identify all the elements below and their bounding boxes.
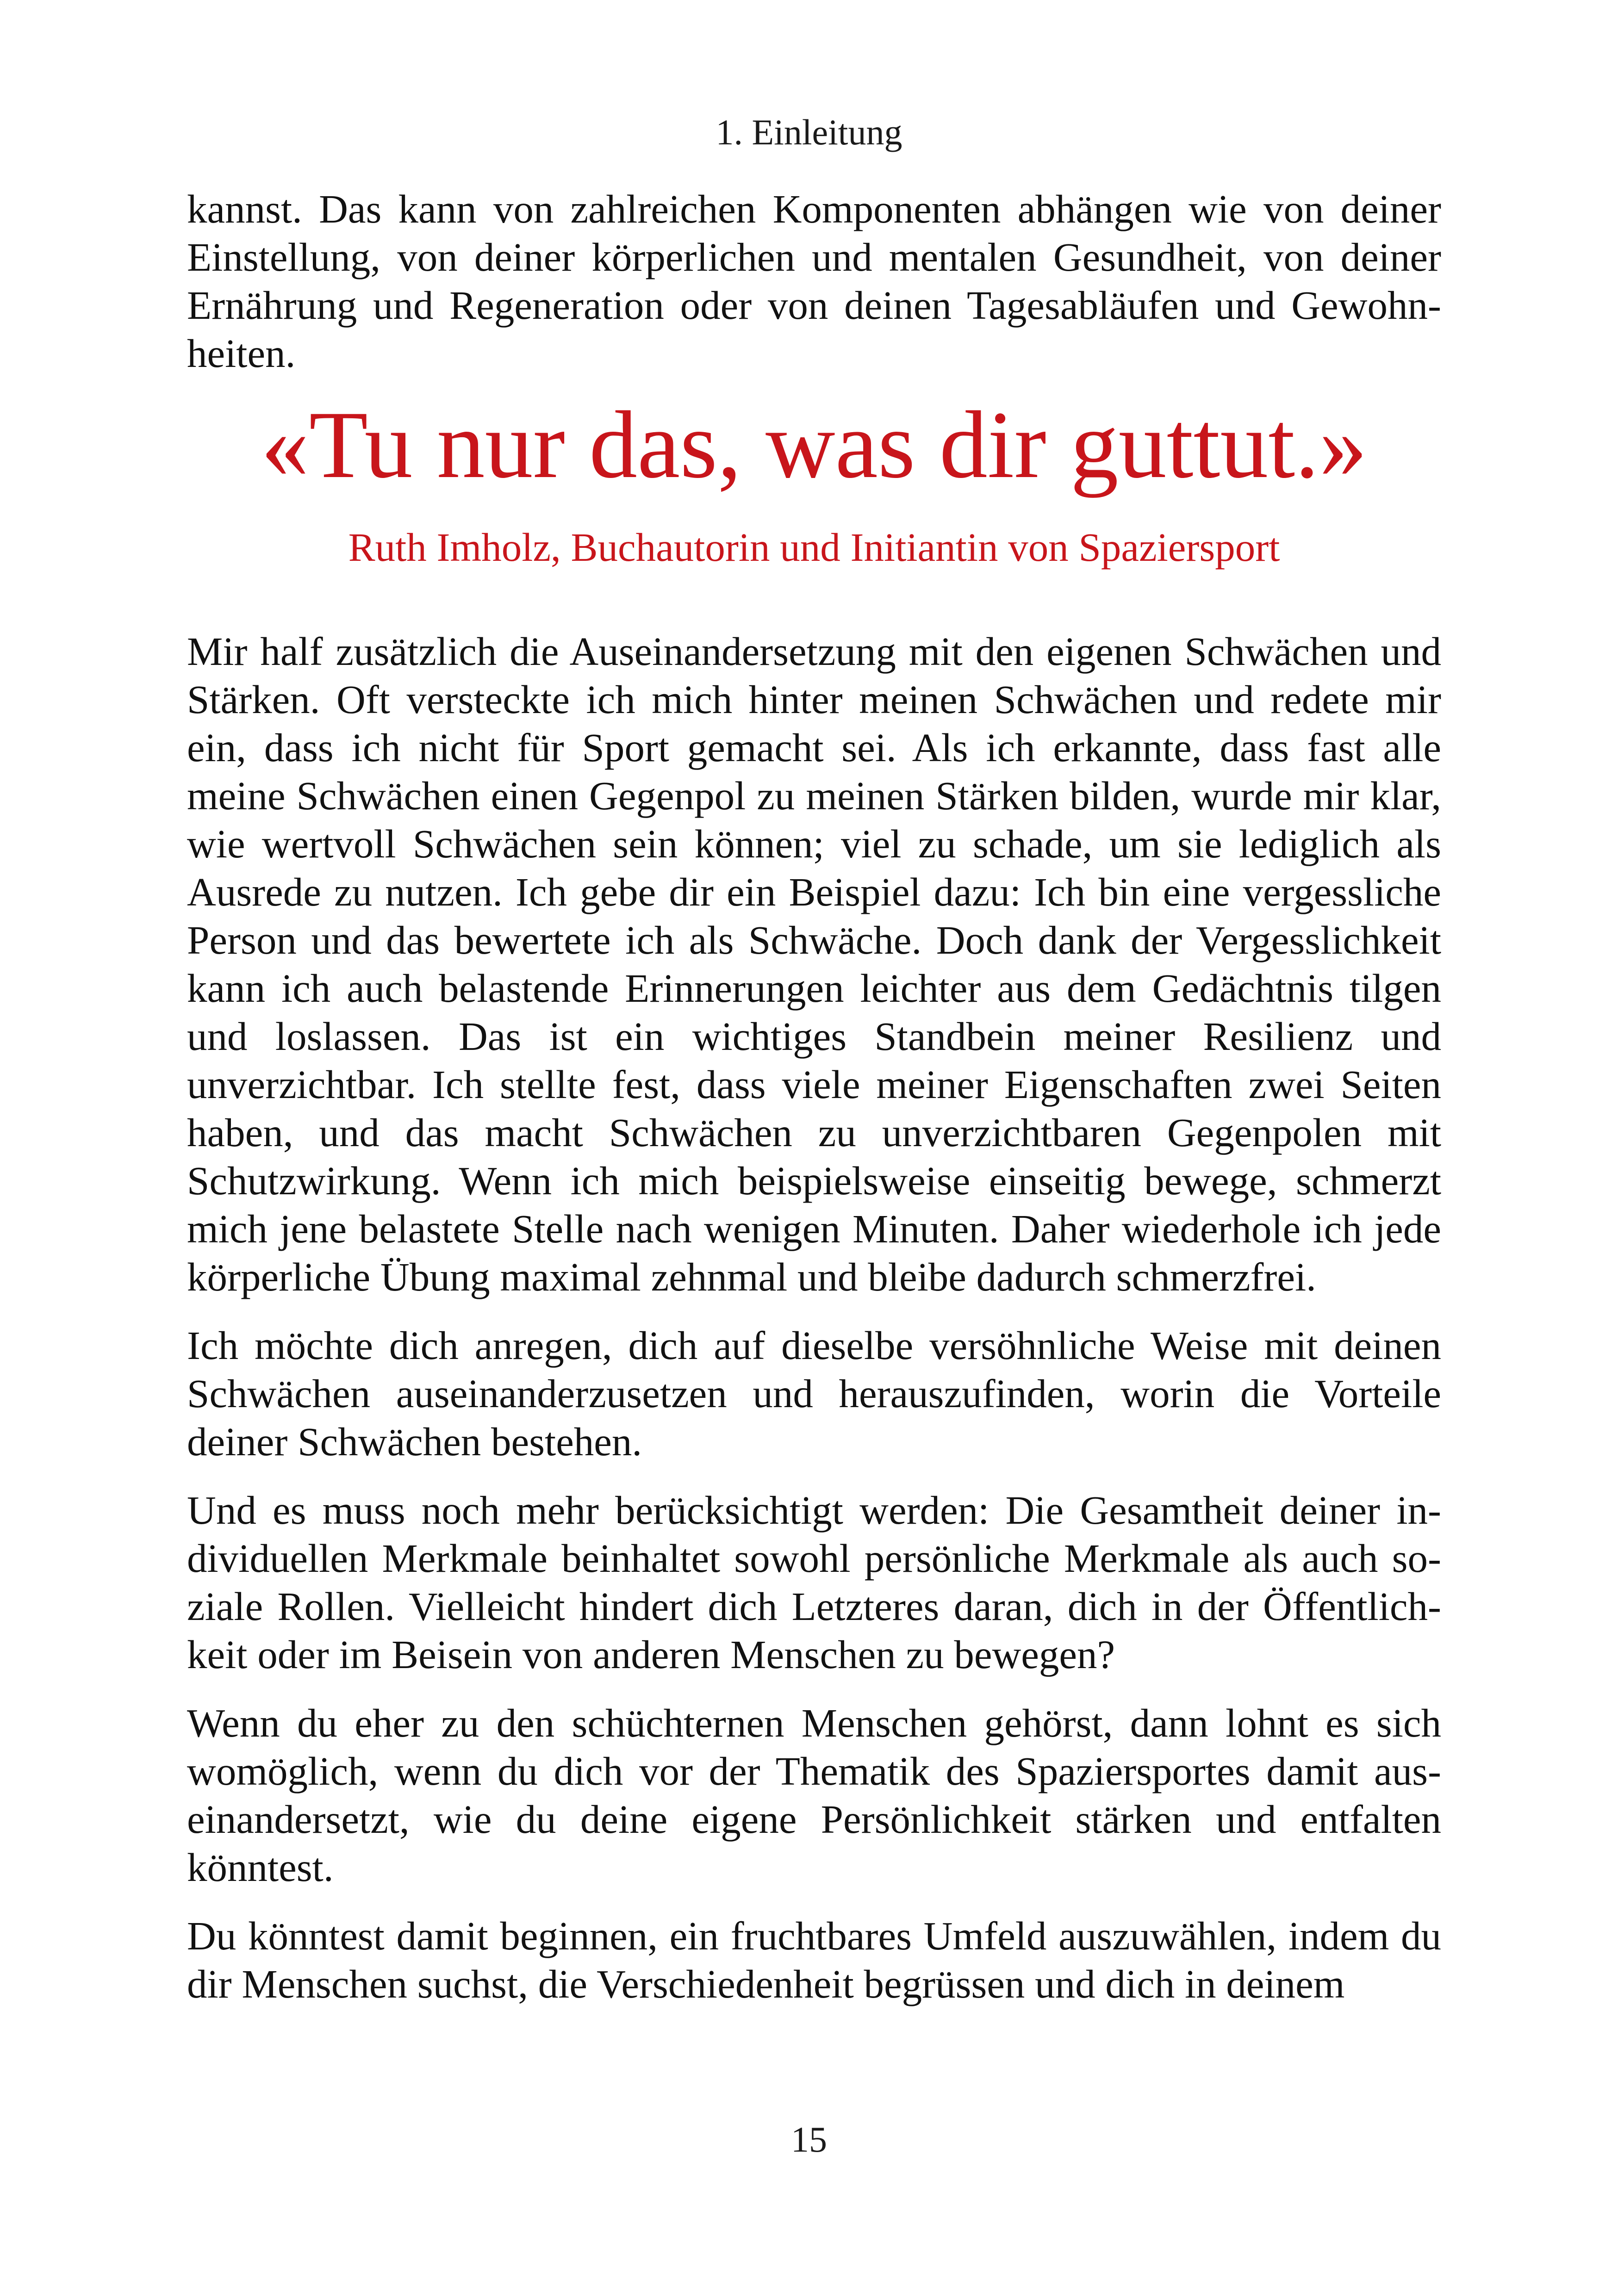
body-paragraph: Und es muss noch mehr berücksichtigt werden: Die Gesamtheit deiner individuellen Merkmale beinhaltet sowohl persönliche Merkmale als auch soziale Rollen. Vielleicht hindert dich Letzteres daran, dich in der Öffentlichkeit oder im Beisein von anderen Menschen zu bewegen? bbox=[187, 1488, 1441, 1677]
body-paragraph: Wenn du eher zu den schüchternen Menschen gehörst, dann lohnt es sich womöglich, wenn du dich vor der Thematik des Spaziersportes damit auseinandersetzt, wie du deine eigene Persönlichkeit stärken und entfalten könntest. bbox=[187, 1700, 1441, 1890]
running-header: 1. Einleitung bbox=[716, 112, 902, 152]
intro-paragraph: kannst. Das kann von zahlreichen Komponenten abhängen wie von deiner Einstellung, von deiner körperlichen und mentalen Gesundheit, von deiner Ernährung und Regeneration oder von deinen Tagesabläufen und Gewohnheiten. bbox=[187, 186, 1441, 376]
quote-attribution: Ruth Imholz, Buchautorin und Initiantin von Spaziersport bbox=[348, 525, 1280, 570]
body-paragraph: Mir half zusätzlich die Auseinandersetzung mit den eigenen Schwächen und Stärken. Oft versteckte ich mich hinter meinen Schwächen und redete mir ein, dass ich nicht für Sport gemacht sei. Als ich erkannte, dass fast alle meine Schwächen einen Gegenpol zu meinen Stärken bilden, wurde mir klar, wie wertvoll Schwächen sein können; viel zu schade, um sie lediglich als Ausrede zu nutzen. Ich gebe dir ein Beispiel dazu: Ich bin eine vergessliche Person und das bewertete ich als Schwäche. Doch dank der Vergesslichkeit kann ich auch belastende Erinnerungen leichter aus dem Gedächtnis tilgen und loslassen. Das ist ein wichtiges Standbein meiner Resilienz und unverzichtbar. Ich stellte fest, dass viele meiner Eigenschaften zwei Seiten haben, und das macht Schwächen zu unverzichtbaren Gegenpolen mit Schutzwirkung. Wenn ich mich beispielsweise einseitig bewege, schmerzt mich jene belastete Stelle nach wenigen Minuten. Daher wiederhole ich jede körperliche Übung maximal zehnmal und bleibe dadurch schmerzfrei. bbox=[187, 629, 1441, 1299]
pull-quote: «Tu nur das, was dir guttut.» bbox=[261, 391, 1368, 498]
page-number: 15 bbox=[791, 2119, 827, 2159]
page-body bbox=[187, 185, 1441, 2008]
body-paragraph: Ich möchte dich anregen, dich auf dieselbe versöhnliche Weise mit deinen Schwächen auseinanderzusetzen und herauszufinden, worin die Vorteile deiner Schwächen bestehen. bbox=[187, 1323, 1441, 1464]
body-paragraph: Du könntest damit beginnen, ein fruchtbares Umfeld auszuwählen, indem du dir Menschen suchst, die Verschiedenheit begrüssen und dich in deinem bbox=[187, 1913, 1441, 2006]
